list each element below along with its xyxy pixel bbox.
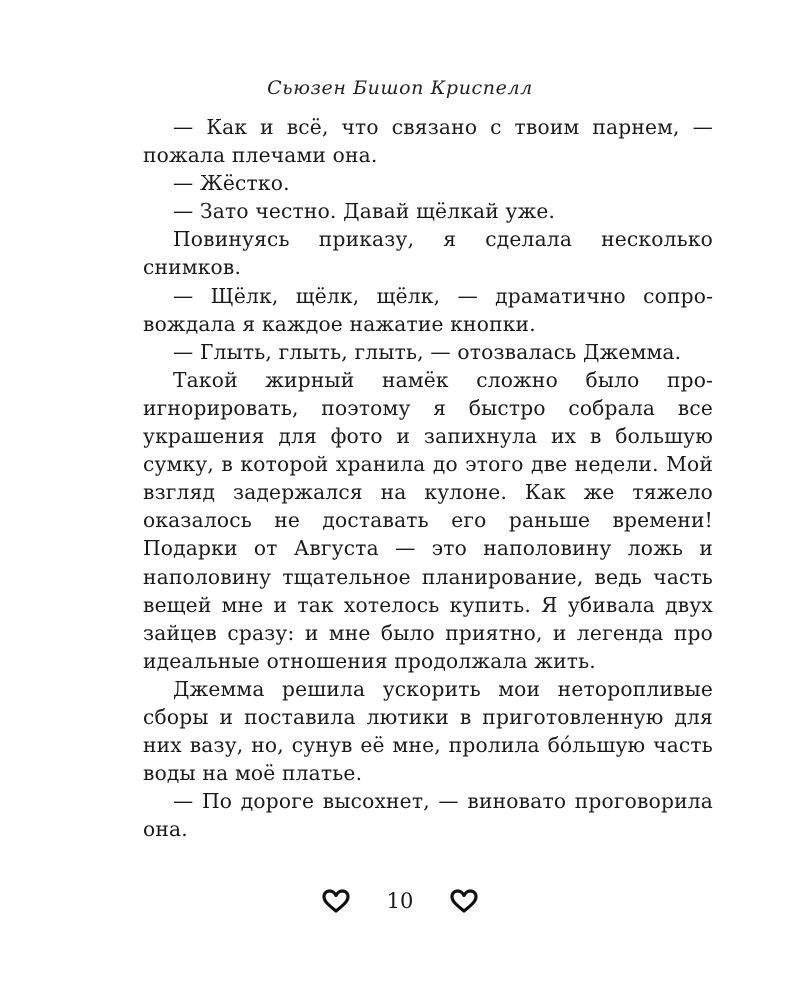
paragraph: Повинуясь приказу, я сделала несколько снимков. bbox=[143, 227, 713, 280]
paragraph: — Как и всё, что связано с твоим парнем, — пожала плечами она. bbox=[143, 115, 713, 168]
paragraph: — По дороге высохнет, — виновато проговорила она. bbox=[143, 789, 713, 842]
paragraph: — Глыть, глыть, глыть, — отозвалась Джемма. bbox=[173, 339, 682, 364]
paragraph: — Зато честно. Давай щёлкай уже. bbox=[173, 199, 556, 224]
paragraph: Джемма решила ускорить мои неторопливые сборы и поставила лютики в приготовленную для них вазу, но, сунув её мне, пролила бóльшую часть воды на моё платье. bbox=[143, 676, 713, 786]
page-number: 10 bbox=[386, 889, 414, 913]
paragraph: Такой жирный намёк сложно было проигнорировать, поэтому я быстро собрала все украшения для фото и запихнула их в большую сумку, в которой хранила до этого две недели. Мой взгляд задержался на кулоне. Как же тяжело оказалось не доставать его раньше времени! Подарки от Августа — это наполовину ложь и наполовину тщательное планирование, ведь часть вещей мне и так хотелось купить. Я убивала двух зайцев сразу: и мне было приятно, и легенда про идеальные отношения продолжала жить. bbox=[143, 367, 713, 673]
page-footer bbox=[0, 888, 800, 914]
running-head-author: Сьюзен Бишоп Криспелл bbox=[267, 77, 533, 99]
body-text bbox=[143, 113, 713, 843]
paragraph: — Щёлк, щёлк, щёлк, — драматично сопровождала я каждое нажатие кнопки. bbox=[143, 283, 713, 336]
paragraph: — Жёстко. bbox=[173, 171, 290, 196]
heart-icon bbox=[449, 888, 479, 914]
heart-icon bbox=[321, 888, 351, 914]
